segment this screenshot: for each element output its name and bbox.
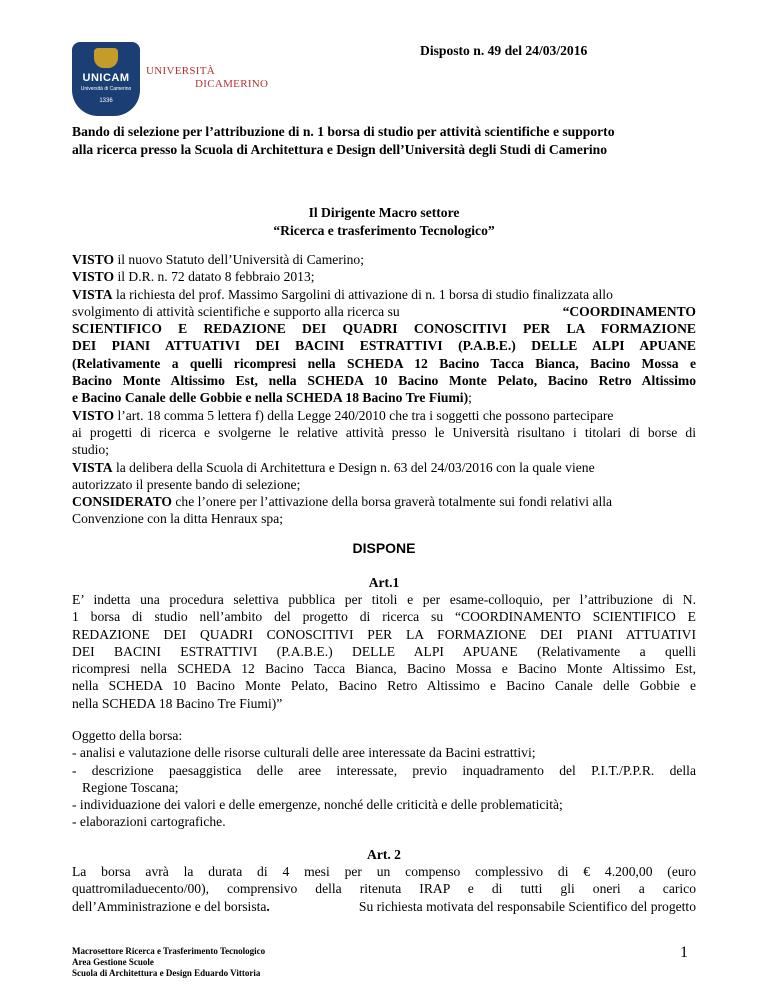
dispone-heading: DISPONE xyxy=(352,540,416,556)
authority-line1: Il Dirigente Macro settore xyxy=(308,205,460,220)
footer-line3: Scuola di Architettura e Design Eduardo Vittoria xyxy=(72,968,261,978)
visto-line: studio; xyxy=(72,442,110,458)
logo-wordmark-line2: DICAMERINO xyxy=(195,78,269,90)
footer-line1: Macrosettore Ricerca e Trasferimento Tecnologico xyxy=(72,946,266,956)
visto-line: DEI PIANI ATTUATIVI DEI BACINI ESTRATTIVI (P.A.B.E.) DELLE ALPI APUANE xyxy=(72,338,696,354)
crest-icon xyxy=(94,48,118,68)
art1-body: E’ indetta una procedura selettiva pubblica per titoli e per esame-colloquio, per l’attribuzione di N. 1 borsa di studio nell’ambito del progetto di ricerca su “COORDINAMENTO SCIENTIFICO E REDAZIONE DEI QUADRI CONOSCITIVI PER LA FORMAZIONE DEI PIANI ATTUATIVI DEI BACINI ESTRATTIVI (P.A.B.E.) DELLE ALPI APUANE (Relativamente a quelli ricompresi nella SCHEDA 12 Bacino Tacca Bianca, Bacino Mossa e Bacino Monte Altissimo Est, nella SCHEDA 10 Bacino Monte Pelato, Bacino Retro Altissimo e Bacino Canale delle Gobbie e nella SCHEDA 18 Bacino Tre Fiumi)” xyxy=(72,592,696,711)
logo-name: UNICAM xyxy=(82,72,130,84)
visto-line: VISTO il nuovo Statuto dell’Università di Camerino; xyxy=(72,252,365,267)
document-title-line1: Bando di selezione per l’attribuzione di n. 1 borsa di studio per attività scientifiche e supporto xyxy=(72,124,615,139)
footer xyxy=(72,946,265,979)
document-title-line2: alla ricerca presso la Scuola di Architettura e Design dell’Università degli Studi di Camerino xyxy=(72,142,608,157)
logo-year: 1336 xyxy=(99,98,113,104)
visto-line: e Bacino Canale delle Gobbie e nella SCHEDA 18 Bacino Tre Fiumi); xyxy=(72,390,472,406)
visto-line: Bacino Monte Altissimo Est, nella SCHEDA 10 Bacino Monte Pelato, Bacino Retro Altissimo xyxy=(72,373,696,389)
document-reference: Disposto n. 49 del 24/03/2016 xyxy=(420,43,588,58)
oggetto-block: Oggetto della borsa: - analisi e valutazione delle risorse culturali delle aree interessate da Bacini estrattivi; - descrizione paesaggistica delle aree interessate, previo inquadramento del P.I.T./P.P.R. della Regione Toscana; - individuazione dei valori e delle emergenze, nonché delle criticità e delle problematicità; - elaborazioni cartografiche. xyxy=(72,728,696,830)
visto-line: VISTA la delibera della Scuola di Architettura e Design n. 63 del 24/03/2016 con la quale viene xyxy=(72,459,595,475)
logo-wordmark-line1: UNIVERSITÀ xyxy=(146,65,215,77)
footer-line2: Area Gestione Scuole xyxy=(72,957,154,967)
visto-line: CONSIDERATO che l’onere per l’attivazione della borsa graverà totalmente sui fondi relativi alla xyxy=(72,494,613,510)
visto-line: ai progetti di ricerca e svolgerne le relative attività presso le Università risultano i titolari di borse di xyxy=(72,424,696,440)
visto-line: svolgimento di attività scientifiche e supporto alla ricerca su “COORDINAMENTO xyxy=(72,303,696,319)
art2-heading: Art. 2 xyxy=(367,847,401,862)
visto-line: VISTA la richiesta del prof. Massimo Sargolini di attivazione di n. 1 borsa di studio finalizzata allo xyxy=(72,286,613,302)
visto-line: SCIENTIFICO E REDAZIONE DEI QUADRI CONOSCITIVI PER LA FORMAZIONE xyxy=(72,321,696,337)
logo-subtitle: Università di Camerino xyxy=(80,86,132,92)
visto-line: autorizzato il presente bando di selezione; xyxy=(72,476,301,492)
shield-icon xyxy=(72,42,140,116)
authority-line2: “Ricerca e trasferimento Tecnologico” xyxy=(273,223,495,238)
visto-line: Convenzione con la ditta Henraux spa; xyxy=(72,511,284,527)
preamble xyxy=(72,251,696,528)
art2-body: La borsa avrà la durata di 4 mesi per un compenso complessivo di € 4.200,00 (euro quattromiladuecento/00), comprensivo della ritenuta IRAP e di tutti gli oneri a carico dell’Amministrazione e del borsista. Su richiesta motivata del responsabile Scientifico del progetto xyxy=(72,864,696,914)
visto-line: VISTO il D.R. n. 72 datato 8 febbraio 2013; xyxy=(72,269,315,285)
visto-line: (Relativamente a quelli ricompresi nella SCHEDA 12 Bacino Tacca Bianca, Bacino Mossa e xyxy=(72,355,696,371)
page-number: 1 xyxy=(680,944,688,961)
visto-line: VISTO l’art. 18 comma 5 lettera f) della Legge 240/2010 che tra i soggetti che possono partecipare xyxy=(72,407,614,423)
art1-heading: Art.1 xyxy=(368,575,400,590)
